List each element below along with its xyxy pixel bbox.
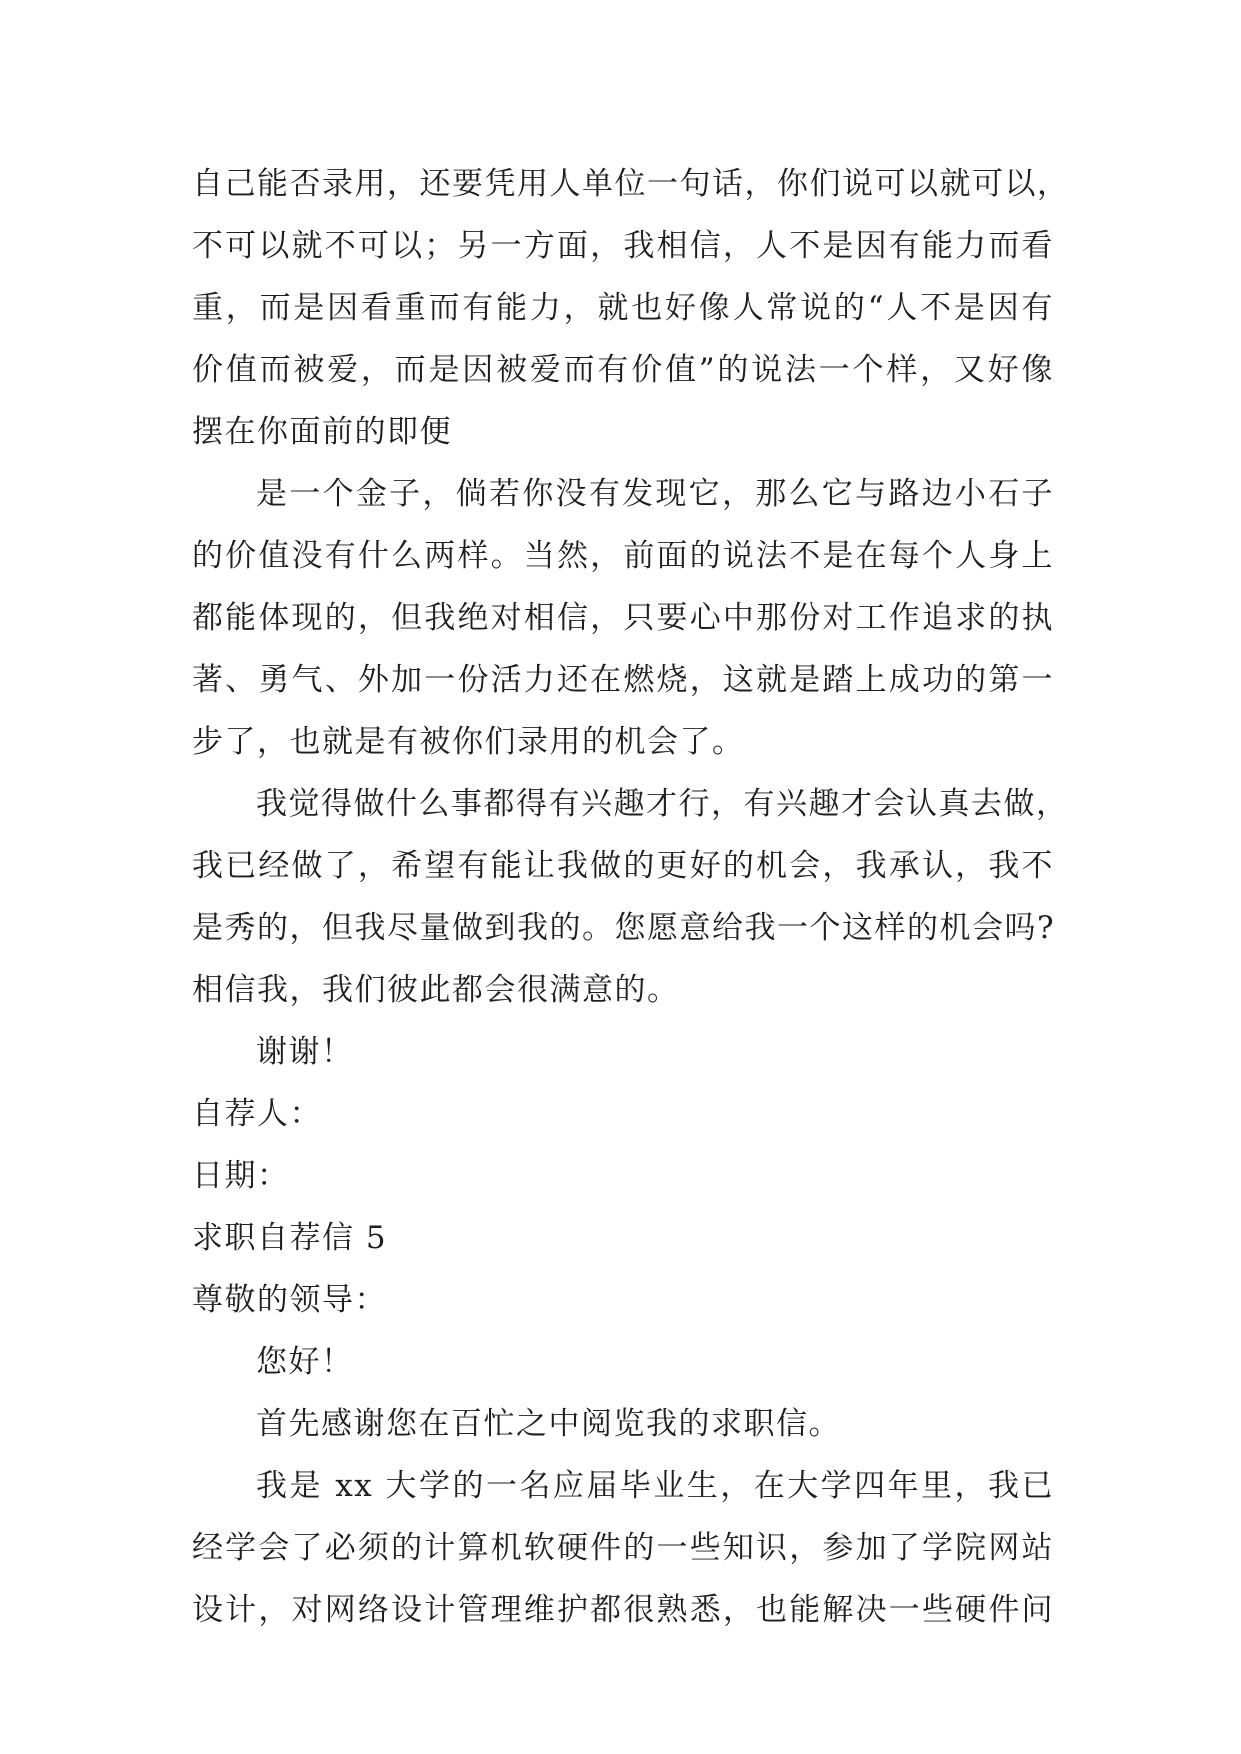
text-line: 设计，对网络设计管理维护都很熟悉，也能解决一些硬件问 [192, 1592, 1054, 1628]
text-line: 摆在你面前的即便 [192, 414, 452, 450]
date-label: 日期： [192, 1158, 290, 1194]
text-line: 都能体现的，但我绝对相信，只要心中那份对工作追求的执 [192, 600, 1054, 636]
text-line: 价值而被爱，而是因被爱而有价值”的说法一个样，又好像 [192, 352, 1054, 388]
text-line: 是秀的，但我尽量做到我的。您愿意给我一个这样的机会吗? [192, 910, 1056, 946]
text-line: 自己能否录用，还要凭用人单位一句话，你们说可以就可以， [192, 166, 1070, 202]
text-line: 的价值没有什么两样。当然，前面的说法不是在每个人身上 [192, 538, 1054, 574]
letter-body [192, 153, 1070, 1641]
text-line: 我已经做了，希望有能让我做的更好的机会，我承认，我不 [192, 848, 1054, 884]
text-line: 著、勇气、外加一份活力还在燃烧，这就是踏上成功的第一 [192, 662, 1054, 698]
text-line: 不可以就不可以；另一方面，我相信，人不是因有能力而看 [192, 228, 1054, 264]
text-line: 重，而是因看重而有能力，就也好像人常说的“人不是因有 [192, 290, 1054, 326]
text-line: 经学会了必须的计算机软硬件的一些知识，参加了学院网站 [192, 1530, 1054, 1566]
paragraph-start-line: 我觉得做什么事都得有兴趣才行，有兴趣才会认真去做， [256, 786, 1069, 822]
text-line: 相信我，我们彼此都会很满意的。 [192, 972, 680, 1008]
intro-line: 首先感谢您在百忙之中阅览我的求职信。 [256, 1406, 841, 1442]
signature-label: 自荐人： [192, 1096, 322, 1132]
thanks-line: 谢谢！ [256, 1034, 354, 1070]
text-line: 步了，也就是有被你们录用的机会了。 [192, 724, 745, 760]
greeting: 您好！ [256, 1344, 354, 1380]
section-heading: 求职自荐信 5 [192, 1220, 388, 1256]
salutation: 尊敬的领导： [192, 1282, 387, 1318]
paragraph-start-line: 是一个金子，倘若你没有发现它，那么它与路边小石子 [256, 476, 1054, 512]
paragraph-start-line: 我是 xx 大学的一名应届毕业生，在大学四年里，我已 [256, 1468, 1054, 1504]
